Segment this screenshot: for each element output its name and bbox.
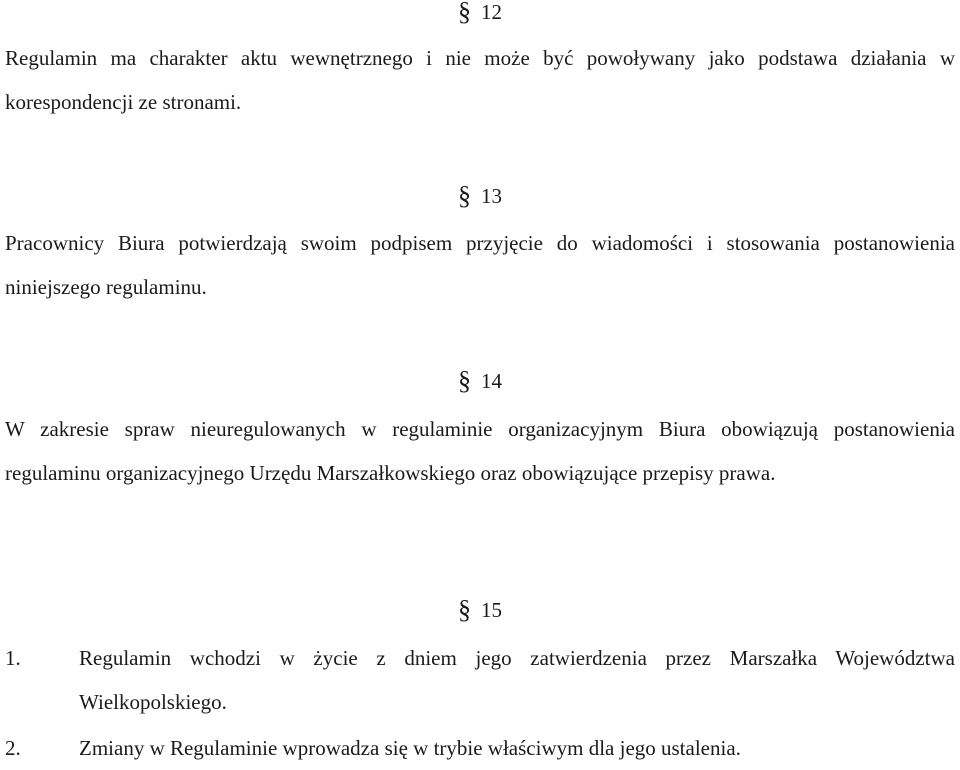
section-number: 13 [481, 184, 502, 208]
section-14-heading [0, 367, 960, 397]
list-item-text: Regulamin wchodzi w życie z dniem jego zatwierdzenia przez Marszałka Województwa Wielkopolskiego. [79, 646, 955, 714]
list-item-number: 2. [5, 736, 21, 760]
section-12-heading [0, 0, 960, 28]
section-sign-icon: § [458, 595, 471, 625]
section-13-text: Pracownicy Biura potwierdzają swoim podpisem przyjęcie do wiadomości i stosowania postanowienia niniejszego regulaminu. [5, 231, 955, 299]
section-sign-icon: § [458, 0, 471, 27]
section-12-text: Regulamin ma charakter aktu wewnętrznego i nie może być powoływany jako podstawa działania w korespondencji ze stronami. [5, 46, 955, 114]
section-15-heading [0, 596, 960, 626]
list-item [5, 636, 955, 724]
list-item [5, 726, 955, 770]
list-item-text: Zmiany w Regulaminie wprowadza się w trybie właściwym dla jego ustalenia. [79, 736, 741, 760]
section-sign-icon: § [458, 181, 471, 211]
list-item-number: 1. [5, 646, 21, 670]
section-number: 12 [481, 0, 502, 24]
section-14-text: W zakresie spraw nieuregulowanych w regulaminie organizacyjnym Biura obowiązują postanowienia regulaminu organizacyjnego Urzędu Marszałkowskiego oraz obowiązujące przepisy prawa. [5, 417, 955, 485]
section-13-heading [0, 182, 960, 212]
section-sign-icon: § [458, 366, 471, 396]
section-number: 15 [481, 598, 502, 622]
section-number: 14 [481, 369, 502, 393]
